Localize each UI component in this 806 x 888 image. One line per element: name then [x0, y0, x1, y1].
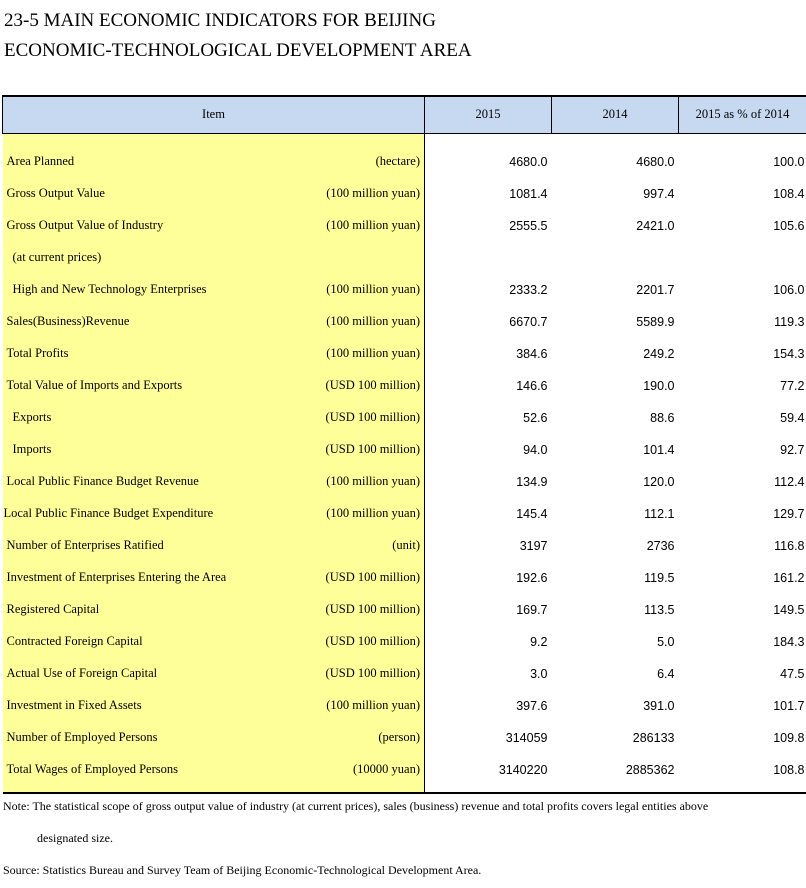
table-row: [3, 434, 806, 466]
item-cell: [3, 626, 425, 658]
item-cell: [3, 133, 425, 178]
value-2015: 3.0: [530, 666, 548, 681]
value-2015: 397.6: [516, 698, 548, 713]
item-cell: [3, 242, 425, 274]
item-cell: [3, 370, 425, 402]
header-item: Item: [3, 96, 425, 133]
value-2015: 3197: [519, 538, 548, 553]
item-cell: [3, 402, 425, 434]
value-2015: [425, 242, 552, 274]
value-2014: 6.4: [657, 666, 675, 681]
item-cell: [3, 562, 425, 594]
value-pct: 101.7: [773, 698, 805, 713]
item-cell: [3, 754, 425, 793]
value-pct: 149.5: [773, 602, 805, 617]
table-row: [3, 658, 806, 690]
title-line-2: ECONOMIC-TECHNOLOGICAL DEVELOPMENT AREA: [4, 40, 472, 61]
item-unit: (USD 100 million): [325, 378, 420, 392]
item-label: Exports: [12, 410, 52, 424]
item-unit: (100 million yuan): [326, 346, 420, 360]
item-label: Area Planned: [6, 154, 75, 168]
value-2014: 2885362: [552, 754, 679, 793]
value-pct: 108.4: [773, 186, 805, 201]
item-unit: (hectare): [375, 154, 420, 168]
value-pct: 77.2: [780, 378, 805, 393]
table-row: [3, 754, 806, 793]
item-label: Actual Use of Foreign Capital: [6, 666, 158, 680]
table-row: [3, 626, 806, 658]
value-pct: 119.3: [774, 314, 805, 329]
value-2015: 146.6: [516, 378, 548, 393]
table-row: [3, 210, 806, 242]
indicators-table: [2, 95, 806, 794]
item-label: Local Public Finance Budget Expenditure: [3, 506, 214, 520]
value-2014: 997.4: [643, 186, 675, 201]
value-pct: 59.4: [780, 410, 805, 425]
value-2014: 120.0: [643, 474, 675, 489]
item-cell: [3, 274, 425, 306]
value-2015: 145.4: [516, 506, 548, 521]
item-unit: (100 million yuan): [326, 314, 420, 328]
item-cell: [3, 466, 425, 498]
value-2014: 286133: [632, 730, 675, 745]
value-pct: 129.7: [773, 506, 805, 521]
value-2014: 112.1: [644, 506, 675, 521]
item-unit: (USD 100 million): [325, 570, 420, 584]
value-pct: 92.7: [780, 442, 805, 457]
value-2014: [552, 242, 679, 274]
item-unit: (USD 100 million): [325, 410, 420, 424]
item-label: High and New Technology Enterprises: [12, 282, 207, 296]
table-title: [4, 6, 472, 66]
value-2014: 2421.0: [636, 218, 675, 233]
value-2015: 94.0: [523, 442, 548, 457]
header-row: [3, 96, 806, 133]
source-line: Source: Statistics Bureau and Survey Team of Beijing Economic-Technological Development Area.: [3, 863, 482, 877]
value-2014: 190.0: [643, 378, 675, 393]
item-label: Registered Capital: [6, 602, 100, 616]
value-2015: 6670.7: [509, 314, 548, 329]
value-2014: 391.0: [643, 698, 675, 713]
value-2015: 134.9: [516, 474, 548, 489]
item-unit: (USD 100 million): [325, 634, 420, 648]
item-unit: (USD 100 million): [325, 442, 420, 456]
value-2014: 113.5: [644, 602, 675, 617]
item-cell: [3, 210, 425, 242]
item-cell: [3, 434, 425, 466]
value-2014: 2201.7: [636, 282, 675, 297]
item-label: Investment of Enterprises Entering the Area: [6, 570, 227, 584]
item-cell: [3, 498, 425, 530]
note-line-2: designated size.: [37, 831, 113, 845]
item-cell: [3, 306, 425, 338]
item-unit: (person): [378, 730, 420, 744]
value-pct: 116.8: [774, 538, 805, 553]
item-cell: [3, 338, 425, 370]
header-2015: 2015: [425, 96, 552, 133]
value-2014: 4680.0: [636, 154, 675, 169]
table-row: [3, 133, 806, 178]
header-pct: 2015 as % of 2014: [679, 96, 806, 133]
value-2014: 119.5: [644, 570, 675, 585]
value-2015: 314059: [505, 730, 548, 745]
table-row: [3, 562, 806, 594]
value-pct: 112.4: [774, 474, 805, 489]
value-2015: 192.6: [516, 570, 548, 585]
value-2015: 384.6: [516, 346, 548, 361]
item-label: Sales(Business)Revenue: [6, 314, 130, 328]
item-cell: [3, 530, 425, 562]
table-row: [3, 306, 806, 338]
table-row: [3, 274, 806, 306]
value-2014: 88.6: [650, 410, 675, 425]
item-unit: (10000 yuan): [353, 762, 420, 776]
value-pct: 108.8: [679, 754, 806, 793]
table-row: [3, 530, 806, 562]
item-unit: (100 million yuan): [326, 698, 420, 712]
item-unit: (USD 100 million): [325, 602, 420, 616]
table-row: [3, 370, 806, 402]
table-row: [3, 402, 806, 434]
table-row: [3, 594, 806, 626]
value-2015: 169.7: [516, 602, 548, 617]
item-cell: [3, 690, 425, 722]
source-text: [3, 861, 481, 879]
item-unit: (USD 100 million): [325, 666, 420, 680]
item-unit: (unit): [392, 538, 420, 552]
table-row: [3, 690, 806, 722]
item-cell: [3, 178, 425, 210]
item-label: Gross Output Value: [6, 186, 105, 200]
item-cell: [3, 722, 425, 754]
value-pct: 109.8: [773, 730, 805, 745]
value-pct: 105.6: [773, 218, 805, 233]
value-2015: 1081.4: [509, 186, 548, 201]
value-pct: 184.3: [773, 634, 805, 649]
note-continuation: [37, 829, 113, 847]
item-unit: (100 million yuan): [326, 282, 420, 296]
table-row: [3, 498, 806, 530]
item-label: Number of Employed Persons: [6, 730, 158, 744]
item-label: Imports: [12, 442, 52, 456]
value-2015: 3140220: [425, 754, 552, 793]
item-label: Local Public Finance Budget Revenue: [6, 474, 199, 488]
value-2015: 4680.0: [509, 154, 548, 169]
value-2014: 5.0: [657, 634, 675, 649]
value-pct: [679, 242, 806, 274]
item-label: Total Profits: [6, 346, 69, 360]
value-2014: 101.4: [643, 442, 675, 457]
value-pct: 100.0: [773, 154, 805, 169]
table-row: [3, 178, 806, 210]
item-unit: (100 million yuan): [326, 474, 420, 488]
item-label: Number of Enterprises Ratified: [6, 538, 164, 552]
value-2015: 2333.2: [509, 282, 548, 297]
item-label: Contracted Foreign Capital: [6, 634, 143, 648]
item-label: Gross Output Value of Industry: [6, 218, 164, 232]
table-row: [3, 338, 806, 370]
table-row: [3, 466, 806, 498]
value-2015: 52.6: [523, 410, 548, 425]
value-pct: 106.0: [773, 282, 805, 297]
item-cell: [3, 658, 425, 690]
table-row: [3, 242, 806, 274]
item-label: Total Wages of Employed Persons: [6, 762, 178, 776]
item-label: Investment in Fixed Assets: [6, 698, 142, 712]
note-text: [3, 797, 708, 815]
value-2014: 249.2: [643, 346, 675, 361]
title-line-1: 23-5 MAIN ECONOMIC INDICATORS FOR BEIJING: [4, 10, 436, 31]
value-2014: 5589.9: [636, 314, 675, 329]
note-line-1: Note: The statistical scope of gross output value of industry (at current prices), sales (business) revenue and total profits covers legal entities above: [3, 799, 709, 813]
value-pct: 154.3: [773, 346, 805, 361]
item-label: (at current prices): [12, 250, 102, 264]
table-row: [3, 722, 806, 754]
item-unit: (100 million yuan): [326, 186, 420, 200]
item-unit: (100 million yuan): [326, 506, 420, 520]
value-2015: 2555.5: [509, 218, 548, 233]
item-label: Total Value of Imports and Exports: [6, 378, 183, 392]
item-cell: [3, 594, 425, 626]
value-2014: 2736: [646, 538, 675, 553]
value-2015: 9.2: [530, 634, 548, 649]
value-pct: 47.5: [780, 666, 805, 681]
value-pct: 161.2: [773, 570, 805, 585]
header-2014: 2014: [552, 96, 679, 133]
item-unit: (100 million yuan): [326, 218, 420, 232]
